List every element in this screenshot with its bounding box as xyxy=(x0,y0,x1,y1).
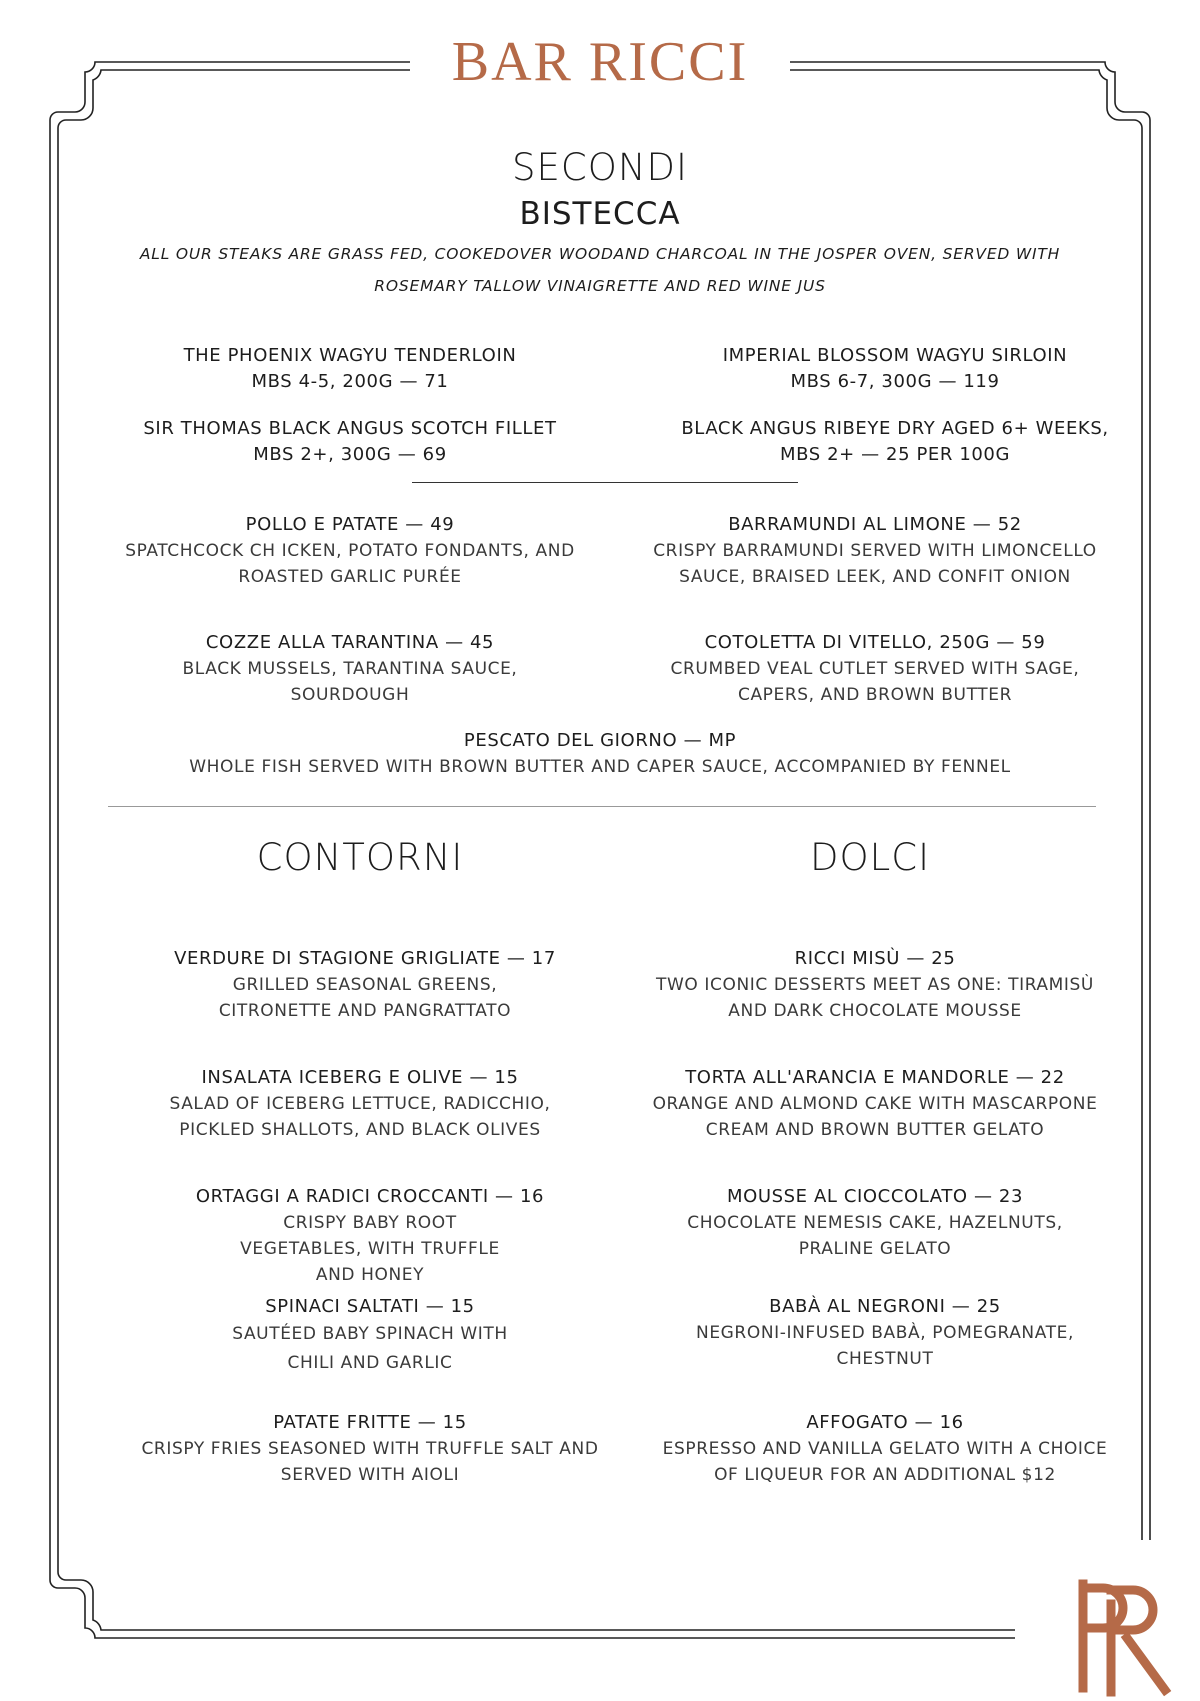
item-title: COTOLETTA DI VITELLO, 250G — 59 xyxy=(704,632,1046,653)
menu-item xyxy=(650,1184,1100,1262)
menu-item xyxy=(170,1294,570,1378)
item-title: PESCATO DEL GIORNO — MP xyxy=(463,730,737,751)
item-description: BLACK MUSSELS, TARANTINA SAUCE, SOURDOUGH xyxy=(182,659,518,705)
menu-item xyxy=(130,1065,590,1143)
menu-item xyxy=(130,1184,610,1288)
br-monogram-logo xyxy=(1015,1540,1200,1697)
item-title: ORTAGGI A RADICI CROCCANTI — 16 xyxy=(195,1186,545,1207)
divider xyxy=(412,482,798,483)
item-title: BLACK ANGUS RIBEYE DRY AGED 6+ WEEKS, xyxy=(681,418,1109,439)
item-description: WHOLE FISH SERVED WITH BROWN BUTTER AND CAPER SAUCE, ACCOMPANIED BY FENNEL xyxy=(189,757,1011,777)
item-title: TORTA ALL'ARANCIA E MANDORLE — 22 xyxy=(685,1067,1065,1088)
item-detail: MBS 2+, 300G — 69 xyxy=(253,444,447,465)
item-title: AFFOGATO — 16 xyxy=(806,1412,964,1433)
menu-item xyxy=(620,1065,1130,1143)
menu-item xyxy=(645,343,1145,395)
item-title: THE PHOENIX WAGYU TENDERLOIN xyxy=(183,345,517,366)
item-title: SPINACI SALTATI — 15 xyxy=(265,1296,475,1317)
item-description: NEGRONI-INFUSED BABÀ, POMEGRANATE, CHESTNUT xyxy=(696,1323,1074,1369)
item-description: GRILLED SEASONAL GREENS, CITRONETTE AND PANGRATTATO xyxy=(218,975,512,1021)
item-detail: MBS 6-7, 300G — 119 xyxy=(790,371,1000,392)
item-description: CRISPY FRIES SEASONED WITH TRUFFLE SALT AND SERVED WITH AIOLI xyxy=(141,1439,599,1485)
item-title: INSALATA ICEBERG E OLIVE — 15 xyxy=(201,1067,519,1088)
item-description: ORANGE AND ALMOND CAKE WITH MASCARPONE CREAM AND BROWN BUTTER GELATO xyxy=(652,1094,1098,1140)
item-description: SAUTÉED BABY SPINACH WITH CHILI AND GARLIC xyxy=(232,1324,508,1373)
item-description: CRISPY BABY ROOT VEGETABLES, WITH TRUFFLE AND HONEY xyxy=(240,1213,500,1285)
item-title: PATATE FRITTE — 15 xyxy=(273,1412,467,1433)
menu-item xyxy=(650,1410,1120,1488)
menu-item xyxy=(100,416,600,468)
menu-item xyxy=(110,343,590,395)
item-description: CRISPY BARRAMUNDI SERVED WITH LIMONCELLO SAUCE, BRAISED LEEK, AND CONFIT ONION xyxy=(653,541,1097,587)
item-description: CRUMBED VEAL CUTLET SERVED WITH SAGE, CAPERS, AND BROWN BUTTER xyxy=(670,659,1080,705)
section-title-contorni: CONTORNI xyxy=(256,836,464,879)
menu-item xyxy=(120,946,610,1024)
item-description: SALAD OF ICEBERG LETTUCE, RADICCHIO, PICKLED SHALLOTS, AND BLACK OLIVES xyxy=(169,1094,551,1140)
item-detail: MBS 4-5, 200G — 71 xyxy=(251,371,449,392)
item-description: ESPRESSO AND VANILLA GELATO WITH A CHOICE OF LIQUEUR FOR AN ADDITIONAL $12 xyxy=(662,1439,1108,1485)
item-title: MOUSSE AL CIOCCOLATO — 23 xyxy=(726,1186,1024,1207)
section-divider xyxy=(108,806,1096,807)
item-title: COZZE ALLA TARANTINA — 45 xyxy=(205,632,495,653)
item-title: IMPERIAL BLOSSOM WAGYU SIRLOIN xyxy=(722,345,1068,366)
logo-area xyxy=(1015,1540,1200,1697)
menu-item xyxy=(630,512,1120,590)
menu-item xyxy=(650,946,1100,1024)
item-title: RICCI MISÙ — 25 xyxy=(794,948,956,969)
menu-item xyxy=(130,1410,610,1488)
menu-item xyxy=(660,1294,1110,1372)
section-title-secondi: SECONDI xyxy=(512,146,688,189)
item-description: TWO ICONIC DESSERTS MEET AS ONE: TIRAMISÙ AND DARK CHOCOLATE MOUSSE xyxy=(656,975,1094,1021)
menu-item xyxy=(645,416,1145,468)
item-title: SIR THOMAS BLACK ANGUS SCOTCH FILLET xyxy=(143,418,557,439)
item-detail: MBS 2+ — 25 PER 100G xyxy=(779,444,1011,465)
item-description: CHOCOLATE NEMESIS CAKE, HAZELNUTS, PRALINE GELATO xyxy=(687,1213,1063,1259)
menu-item xyxy=(640,630,1110,708)
item-title: POLLO E PATATE — 49 xyxy=(245,514,455,535)
item-title: BABÀ AL NEGRONI — 25 xyxy=(769,1296,1001,1317)
item-title: VERDURE DI STAGIONE GRIGLIATE — 17 xyxy=(174,948,556,969)
section-title-dolci: DOLCI xyxy=(810,836,930,879)
menu-item xyxy=(110,512,590,590)
restaurant-name: BAR RICCI xyxy=(451,31,749,93)
steak-note: ALL OUR STEAKS ARE GRASS FED, COOKEDOVER WOODAND CHARCOAL IN THE JOSPER OVEN, SERVED WITH ROSEMARY TALLOW VINAIGRETTE AND RED WINE JUS xyxy=(139,245,1061,295)
menu-item xyxy=(110,728,1090,780)
item-title: BARRAMUNDI AL LIMONE — 52 xyxy=(728,514,1022,535)
menu-item xyxy=(150,630,550,708)
subsection-title-bistecca: BISTECCA xyxy=(519,196,681,232)
item-description: SPATCHCOCK CH ICKEN, POTATO FONDANTS, AND ROASTED GARLIC PURÉE xyxy=(125,541,575,587)
